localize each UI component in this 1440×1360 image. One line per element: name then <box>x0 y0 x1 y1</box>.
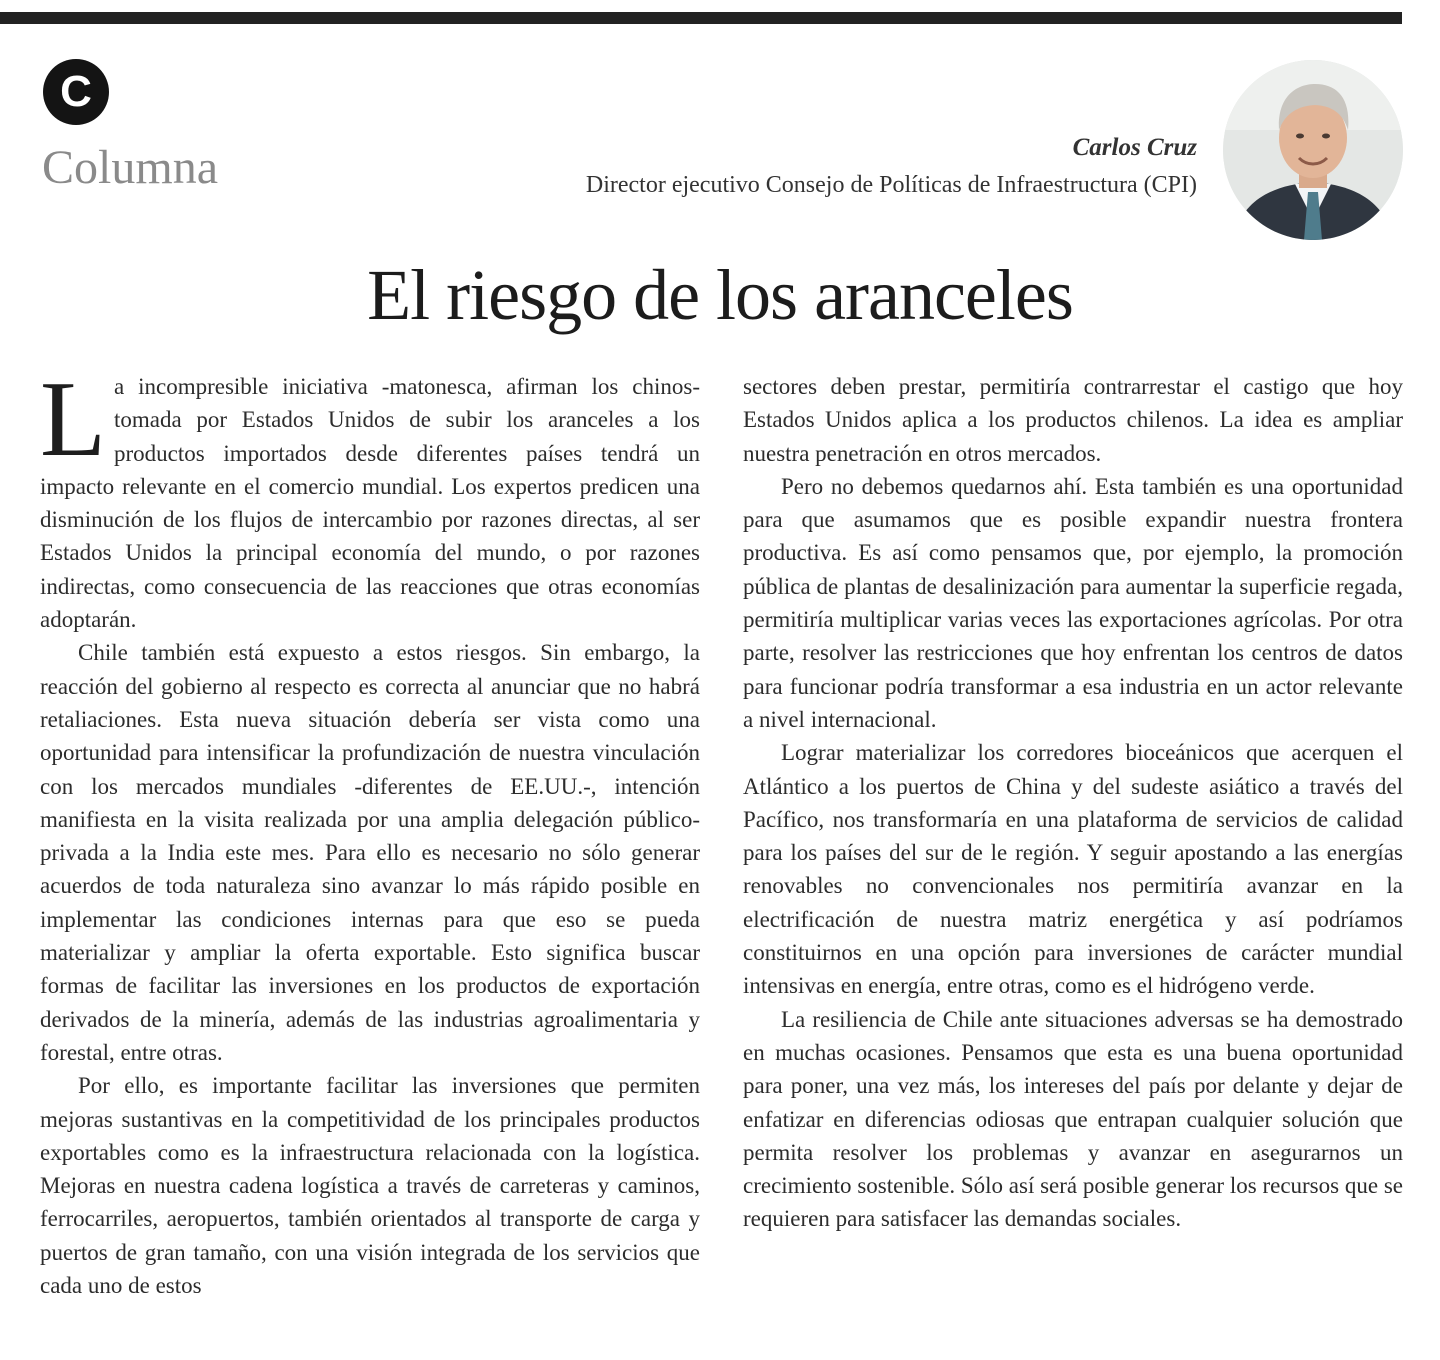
section-label: Columna <box>42 141 218 194</box>
paragraph: Lograr materializar los corredores bioceánicos que acerquen el Atlántico a los puertos de China y del sudeste asiático a través del Pacífico, nos transformaría en una plataforma de servicios de calidad para los países del sur de le región. Y seguir apostando a las energías renovables no convencionales nos permitiría avanzar en la electrificación de nuestra matriz energética y así podríamos constituirnos en una opción para inversiones de carácter mundial intensivas en energía, entre otras, como es el hidrógeno verde. <box>743 740 1403 999</box>
author-role: Director ejecutivo Consejo de Políticas de Infraestructura (CPI) <box>585 172 1197 198</box>
paragraph: La resiliencia de Chile ante situaciones adversas se ha demostrado en muchas ocasiones. Pensamos que esta es una buena oportunidad para poner, una vez más, los intereses del país por delante y dejar de enfatizar en diferencias odiosas que entrapan cualquier solución que permita resolver los problemas y avanzar en asegurarnos un crecimiento sostenible. Sólo así será posible generar los recursos que se requieren para satisfacer las demandas sociales. <box>743 1006 1403 1232</box>
paragraph-text: a incompresible iniciativa -matonesca, afirman los chinos- tomada por Estados Unidos de subir los aranceles a los productos importados desde diferentes países tendrá un impacto relevante en el comercio mundial. Los expertos predicen una disminución de los flujos de intercambio por razones directas, al ser Estados Unidos la principal economía del mundo, o por razones indirectas, como consecuencia de las reacciones que otras economías adoptarán. <box>40 374 700 633</box>
paragraph: Pero no debemos quedarnos ahí. Esta también es una oportunidad para que asumamos que es posible expandir nuestra frontera productiva. Es así como pensamos que, por ejemplo, la promoción pública de plantas de desalinización para aumentar la superficie regada, permitiría multiplicar varias veces las exportaciones agrícolas. Por otra parte, resolver las restricciones que hoy enfrentan los centros de datos para funcionar podría transformar a esa industria en un actor relevante a nivel internacional. <box>743 473 1403 732</box>
paragraph: Chile también está expuesto a estos riesgos. Sin embargo, la reacción del gobierno al respecto es correcta al anunciar que no habrá retaliaciones. Esta nueva situación debería ser vista como una oportunidad para intensificar la profundización de nuestra vinculación con los mercados mundiales -diferentes de EE.UU.-, intención manifiesta en la visita realizada por una amplia delegación público-privada a la India este mes. Para ello es necesario no sólo generar acuerdos de toda naturaleza sino avanzar lo más rápido posible en implementar las condiciones internas para que eso se pueda materializar y ampliar la oferta exportable. Esto significa buscar formas de facilitar las inversiones en los productos de exportación derivados de la minería, además de las industrias agroalimentaria y forestal, entre otras. <box>40 640 700 1065</box>
portrait-illustration <box>1223 60 1403 240</box>
dropcap: L <box>40 360 106 479</box>
column-logo: C <box>43 59 109 125</box>
article-column-left <box>40 360 700 1302</box>
article-column-right <box>743 370 1403 1236</box>
top-rule <box>0 12 1402 24</box>
paragraph <box>40 360 700 636</box>
paragraph: sectores deben prestar, permitiría contrarrestar el castigo que hoy Estados Unidos aplica a los productos chilenos. La idea es ampliar nuestra penetración en otros mercados. <box>743 374 1403 466</box>
author-name: Carlos Cruz <box>1072 134 1197 161</box>
paragraph: Por ello, es importante facilitar las inversiones que permiten mejoras sustantivas en la competitividad de los principales productos exportables como es la infraestructura relacionada con la logística. Mejoras en nuestra cadena logística a través de carreteras y caminos, ferrocarriles, aeropuertos, también orientados al transporte de carga y puertos de gran tamaño, con una visión integrada de los servicios que cada uno de estos <box>40 1073 700 1299</box>
article-title: El riesgo de los aranceles <box>367 255 1073 335</box>
author-portrait <box>1223 60 1403 240</box>
